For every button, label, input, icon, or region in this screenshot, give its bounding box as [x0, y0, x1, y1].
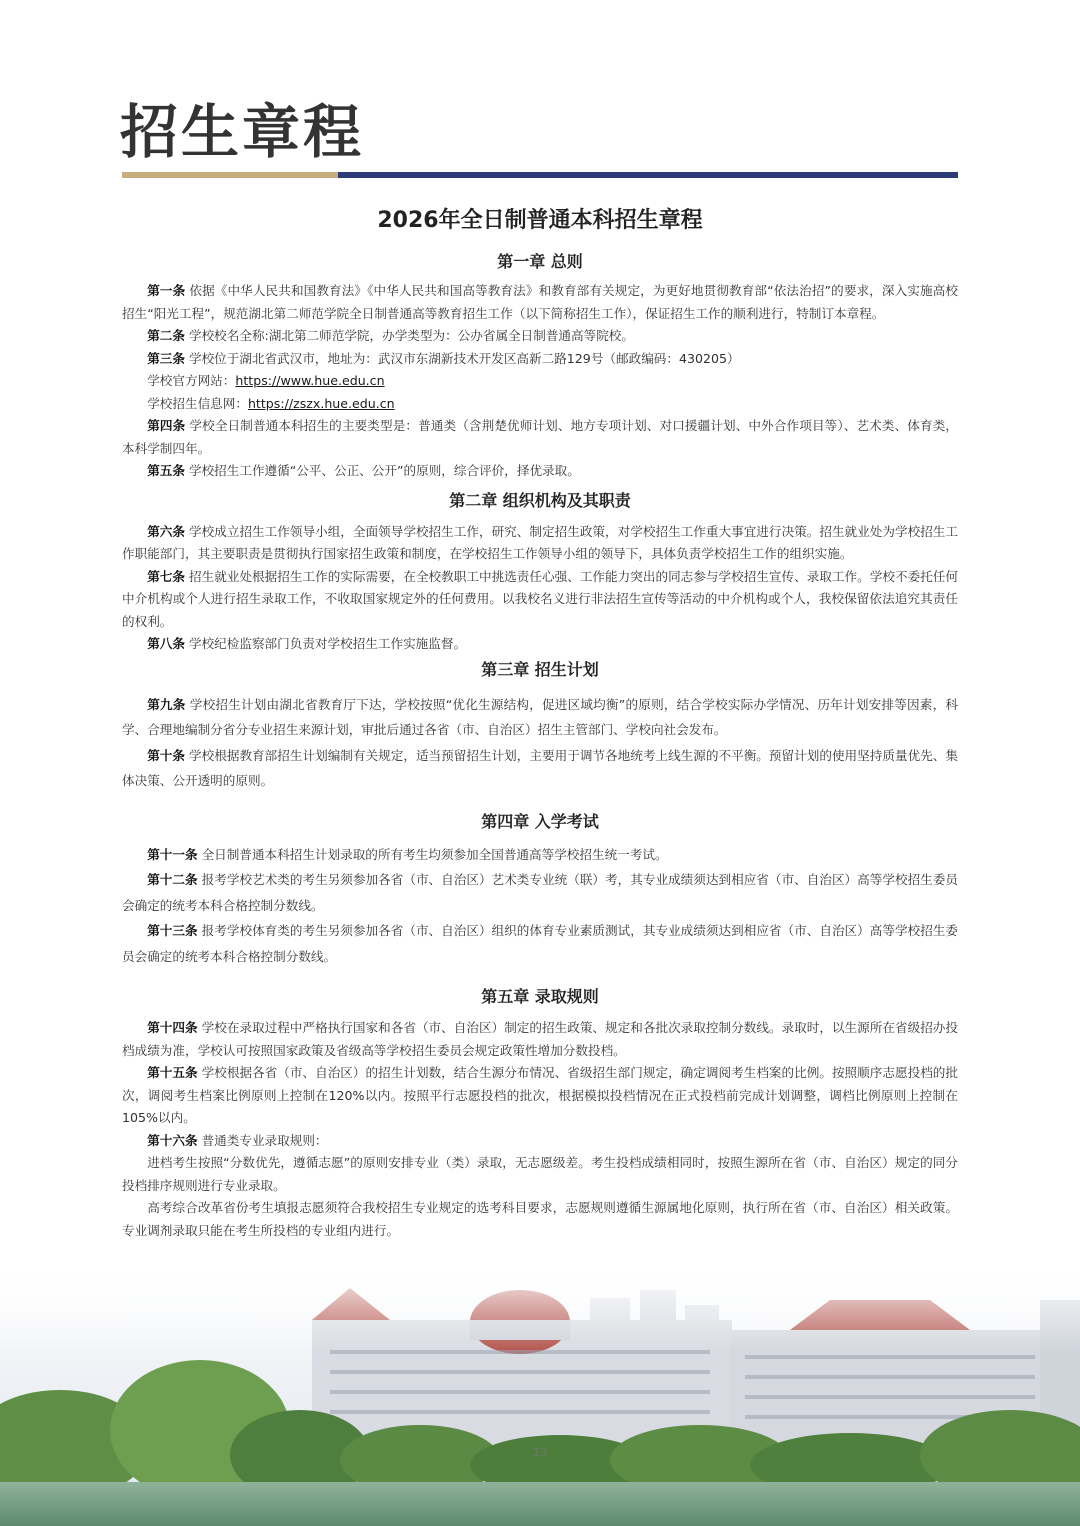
title-rule-gold — [122, 172, 338, 178]
article-paragraph — [122, 1130, 958, 1153]
article-paragraph — [122, 1197, 958, 1242]
article-text: 学校在录取过程中严格执行国家和各省（市、自治区）制定的招生政策、规定和各批次录取控制分数线。录取时，以生源所在省级招办投档成绩为准，学校认可按照国家政策及省级高等学校招生委员会规定政策性增加分数投档。 — [122, 1020, 959, 1058]
top-fade — [0, 1260, 1080, 1526]
admissions-website-label: 学校招生信息网： — [147, 395, 248, 411]
article-paragraph — [122, 743, 958, 794]
article-text: 报考学校体育类的考生另须参加各省（市、自治区）组织的体育专业素质测试，其专业成绩须达到相应省（市、自治区）高等学校招生委员会确定的统考本科合格控制分数线。 — [122, 923, 959, 964]
article-label: 第三条 — [147, 350, 185, 366]
chapter-heading: 第四章 入学考试 — [481, 811, 599, 831]
article-text: 依据《中华人民共和国教育法》《中华人民共和国高等教育法》和教育部有关规定，为更好地贯彻教育部“依法治招”的要求，深入实施高校招生“阳光工程”，规范湖北第二师范学院全日制普通高等教育招生工作（以下简称招生工作），保证招生工作的顺利进行，特制订本章程。 — [122, 283, 958, 321]
article-label: 第五条 — [147, 463, 185, 478]
article-label: 第十二条 — [147, 872, 198, 887]
article-text: 学校位于湖北省武汉市，地址为：武汉市东湖新技术开发区高新二路129号（邮政编码：430205） — [184, 350, 740, 366]
article-label: 第十六条 — [147, 1132, 198, 1148]
article-label: 第十四条 — [147, 1020, 198, 1035]
article-label: 第六条 — [147, 523, 186, 539]
chapter-heading: 第五章 录取规则 — [481, 987, 599, 1006]
admissions-website-line — [122, 393, 958, 416]
article-label: 第四条 — [147, 418, 186, 433]
article-label: 第十五条 — [147, 1065, 198, 1080]
article-paragraph — [122, 918, 958, 969]
article-text: 进档考生按照“分数优先，遵循志愿”的原则安排专业（类）录取，无志愿级差。考生投档成绩相同时，按照生源所在省（市、自治区）规定的同分投档排序规则进行专业录取。 — [122, 1155, 958, 1193]
official-website-link[interactable]: https://www.hue.edu.cn — [235, 373, 385, 388]
article-label: 第十条 — [147, 747, 186, 763]
admissions-website-link[interactable]: https://zszx.hue.edu.cn — [247, 395, 395, 411]
article-paragraph — [122, 566, 958, 634]
article-text: 学校校名全称:湖北第二师范学院，办学类型为：公办省属全日制普通高等院校。 — [184, 328, 634, 343]
document-body — [122, 248, 958, 1242]
article-text: 学校纪检监察部门负责对学校招生工作实施监督。 — [184, 636, 467, 651]
article-label: 第七条 — [147, 568, 186, 584]
article-paragraph — [122, 521, 958, 566]
article-text: 全日制普通本科招生计划录取的所有考生均须参加全国普通高等学校招生统一考试。 — [197, 846, 668, 862]
article-paragraph — [122, 325, 958, 348]
article-text: 招生就业处根据招生工作的实际需要，在全校教职工中挑选责任心强、工作能力突出的同志参与学校招生宣传、录取工作。学校不委托任何中介机构或个人进行招生录取工作，不收取国家规定外的任何费用。以我校名义进行非法招生宣传等活动的中介机构或个人，我校保留依法追究其责任的权利。 — [122, 568, 958, 629]
article-label: 第九条 — [147, 696, 186, 712]
article-paragraph — [122, 1017, 958, 1062]
article-paragraph — [122, 1152, 958, 1197]
article-text: 学校招生工作遵循“公平、公正、公开”的原则，综合评价，择优录取。 — [184, 463, 580, 478]
article-text: 学校根据各省（市、自治区）的招生计划数，结合生源分布情况、省级招生部门规定，确定调阅考生档案的比例。按照顺序志愿投档的批次，调阅考生档案比例原则上控制在120%以内。按照平行志愿投档的批次，根据模拟投档情况在正式投档前完成计划调整，调档比例原则上控制在105%以内。 — [122, 1065, 959, 1125]
chapter-heading: 第三章 招生计划 — [481, 659, 599, 679]
article-label: 第十一条 — [147, 846, 198, 862]
article-label: 第十三条 — [147, 923, 198, 938]
title-rule-navy — [338, 172, 958, 178]
document-title: 2026年全日制普通本科招生章程 — [377, 208, 703, 233]
article-paragraph — [122, 633, 958, 656]
article-text: 学校成立招生工作领导小组，全面领导学校招生工作，研究、制定招生政策，对学校招生工作重大事宜进行决策。招生就业处为学校招生工作职能部门，其主要职责是贯彻执行国家招生政策和制度，在学校招生工作领导小组的领导下，具体负责学校招生工作的组织实施。 — [122, 523, 958, 561]
article-paragraph — [122, 348, 958, 371]
page-title: 招生章程 — [120, 98, 365, 166]
official-website-label: 学校官方网站： — [147, 373, 236, 388]
official-website-line — [122, 370, 958, 393]
article-paragraph — [122, 842, 958, 868]
article-text: 学校全日制普通本科招生的主要类型是：普通类（含荆楚优师计划、地方专项计划、对口援疆计划、中外合作项目等）、艺术类、体育类，本科学制四年。 — [122, 418, 958, 456]
article-label: 第一条 — [147, 283, 186, 298]
article-text: 高考综合改革省份考生填报志愿须符合我校招生专业规定的选考科目要求，志愿规则遵循生源属地化原则，执行所在省（市、自治区）相关政策。专业调剂录取只能在考生所投档的专业组内进行。 — [122, 1200, 958, 1238]
article-label: 第二条 — [147, 328, 185, 343]
article-text: 学校招生计划由湖北省教育厅下达，学校按照“优化生源结构，促进区域均衡”的原则，结合学校实际办学情况、历年计划安排等因素，科学、合理地编制分省分专业招生来源计划，审批后通过各省（市、自治区）招生主管部门、学校向社会发布。 — [122, 696, 958, 737]
chapter-heading: 第一章 总则 — [497, 252, 583, 271]
article-text: 普通类专业录取规则： — [197, 1132, 328, 1148]
article-label: 第八条 — [147, 636, 185, 651]
article-paragraph — [122, 1062, 958, 1130]
page-number: 13 — [533, 1446, 547, 1459]
article-paragraph — [122, 415, 958, 460]
campus-illustration — [0, 1260, 1080, 1526]
article-paragraph — [122, 280, 958, 325]
article-text: 学校根据教育部招生计划编制有关规定，适当预留招生计划，主要用于调节各地统考上线生源的不平衡。预留计划的使用坚持质量优先、集体决策、公开透明的原则。 — [122, 747, 958, 788]
article-paragraph — [122, 692, 958, 743]
article-paragraph — [122, 867, 958, 918]
article-text: 报考学校艺术类的考生另须参加各省（市、自治区）艺术类专业统（联）考，其专业成绩须达到相应省（市、自治区）高等学校招生委员会确定的统考本科合格控制分数线。 — [122, 872, 959, 913]
article-paragraph — [122, 460, 958, 483]
chapter-heading: 第二章 组织机构及其职责 — [449, 490, 631, 510]
